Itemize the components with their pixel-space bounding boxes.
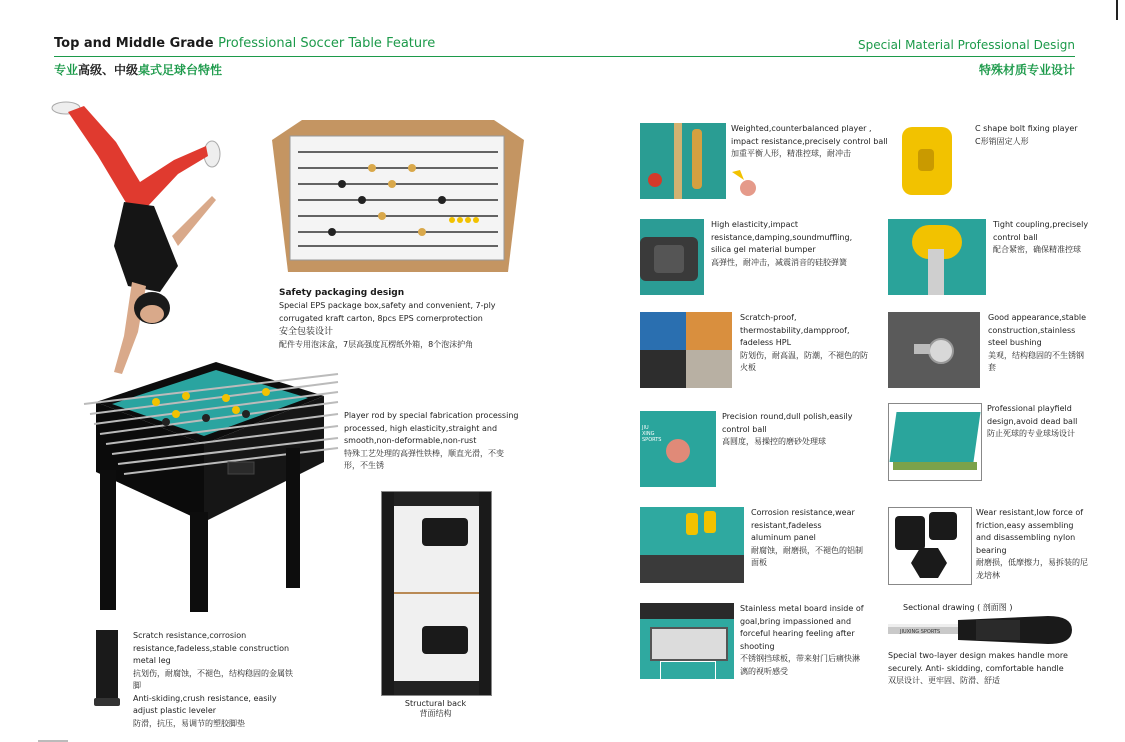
- aluminum-panel-image: [640, 507, 744, 583]
- feature-en: Corrosion resistance,wear resistant,fadeless aluminum panel: [751, 508, 855, 542]
- feature-cn: 美观，结构稳固的不生锈钢套: [988, 350, 1084, 372]
- right-title: Special Material Professional Design: [858, 38, 1075, 52]
- chinese-subtitle: [54, 61, 222, 78]
- feature-precision-ball: [722, 411, 862, 449]
- back-en: Structural back: [404, 699, 467, 708]
- structural-back-image: [381, 491, 492, 696]
- bushing-image: [888, 312, 980, 388]
- feature-en: Stainless metal board inside of goal,bring impassioned and forceful hearing feeling after shooting: [740, 604, 864, 651]
- structural-back-caption: [381, 699, 490, 719]
- feature-cn: 加重平衡人形，精准控球，耐冲击: [731, 149, 851, 158]
- section-cn: ( 剖面图 ): [977, 603, 1013, 612]
- playfield-image: [888, 403, 982, 481]
- feature-cn: 防止死球的专业球场设计: [987, 429, 1075, 438]
- hpl-surface-image: [640, 312, 732, 388]
- feature-en: Precision round,dull polish,easily control ball: [722, 412, 853, 434]
- goal-board-image: [640, 603, 734, 679]
- bumper-image: [640, 219, 704, 295]
- page-title: [54, 36, 435, 51]
- back-cn: 背面结构: [419, 709, 452, 718]
- foosball-table-image: [76, 352, 344, 618]
- feature-goal-board: [740, 603, 865, 678]
- packaging-cn-title: 安全包装设计: [279, 327, 334, 337]
- leg-en1: Scratch resistance,corrosion resistance,fadeless,stable construction metal leg: [133, 631, 290, 665]
- feature-cn: 防划伤，耐高温，防潮，不褪色的防火板: [740, 350, 868, 372]
- feature-cn: 耐腐蚀，耐磨损，不褪色的铝制面板: [751, 545, 863, 567]
- rod-en: Player rod by special fabrication processing processed, high elasticity,straight and smooth,non-deformable,non-rust: [344, 411, 519, 445]
- feature-cn: 配合紧密，确保精准控球: [993, 245, 1081, 254]
- feature-en: Weighted,counterbalanced player , impact resistance,precisely control ball: [731, 124, 888, 146]
- weighted-player-image: [640, 123, 726, 199]
- leg-cn1: 抗划伤，耐腐蚀，不褪色，结构稳固的金属铁脚: [133, 668, 293, 690]
- feature-nylon-bearing: [976, 507, 1088, 582]
- metal-leg-image: [92, 630, 126, 708]
- feature-en: Professional playfield design,avoid dead ball: [987, 404, 1078, 426]
- header-divider: [54, 56, 1075, 57]
- leg-cn2: 防滑，抗压，易调节的塑胶脚垫: [133, 718, 245, 728]
- feature-c-shape-bolt: [975, 123, 1080, 148]
- feature-cn: 高圆度，易操控的磨砂处理球: [722, 437, 826, 446]
- handle-image: [888, 612, 1076, 648]
- packaging-box-image: [272, 120, 524, 276]
- handle-description: [888, 650, 1100, 688]
- rod-cn: 特殊工艺处理的高弹性铁棒，顺直光滑，不变形，不生锈: [344, 448, 504, 470]
- title-green: Professional Soccer Table Feature: [218, 36, 436, 51]
- feature-playfield: [987, 403, 1087, 441]
- cn-subtitle-green2: 桌式足球台特性: [138, 63, 223, 77]
- handstand-player-image: [28, 96, 228, 376]
- cn-subtitle-black: 高级、中级: [78, 63, 139, 77]
- chinese-right-title: 特殊材质专业设计: [978, 63, 1075, 77]
- ball-drop-icon: [728, 166, 760, 198]
- handle-en: Special two-layer design makes handle more securely. Anti- skidding, comfortable handle: [888, 651, 1068, 673]
- feature-cn: 不锈钢挡球板，带来射门后痛快淋漓的视听感受: [740, 654, 860, 676]
- feature-aluminum-panel: [751, 507, 863, 570]
- title-black: Top and Middle Grade: [54, 36, 214, 51]
- feature-cn: 高弹性，耐冲击，减震消音的硅胶弹簧: [711, 257, 847, 267]
- coupling-image: [888, 219, 986, 295]
- feature-en: Scratch-proof, thermostability,dampproof, fadeless HPL: [740, 313, 850, 347]
- packaging-cn: 配件专用泡沫盒，7层高强度瓦楞纸外箱，8个泡沫护角: [279, 340, 474, 349]
- precision-ball-image: [640, 411, 716, 487]
- feature-bumper: [711, 219, 861, 269]
- feature-bushing: [988, 312, 1088, 375]
- leg-en2: Anti-skiding,crush resistance, easily adjust plastic leveler: [133, 693, 277, 715]
- player-rod-description: [344, 410, 519, 473]
- feature-coupling: [993, 219, 1089, 257]
- leg-description: [133, 630, 293, 730]
- handle-brand-text: JIUXING SPORTS: [900, 629, 941, 635]
- feature-en: Tight coupling,precisely control ball: [993, 220, 1089, 242]
- feature-hpl: [740, 312, 868, 375]
- feature-en: C shape bolt fixing player: [975, 124, 1078, 133]
- feature-cn: C形销固定人形: [975, 136, 1029, 146]
- feature-en: Wear resistant,low force of friction,easy assembling and disassembling nylon bearing: [976, 508, 1084, 555]
- packaging-en: Special EPS package box,safety and convenient, 7-ply corrugated kraft carton, 8pcs EPS cornerprotection: [279, 301, 496, 323]
- feature-cn: 耐磨损，低摩擦力，易拆装的尼龙培林: [976, 558, 1088, 580]
- packaging-title: Safety packaging design: [279, 288, 405, 298]
- feature-en: High elasticity,impact resistance,damping,soundmuffling, silica gel material bumper: [711, 220, 853, 254]
- ball-brand-text: JIU XING SPORTS: [642, 425, 662, 443]
- cn-subtitle-green1: 专业: [54, 63, 79, 77]
- c-shape-bolt-image: [888, 123, 968, 199]
- nylon-bearing-image: [888, 507, 972, 585]
- packaging-description: [279, 286, 509, 352]
- section-en: Sectional drawing: [903, 603, 975, 612]
- feature-weighted: [731, 123, 891, 161]
- feature-en: Good appearance,stable construction,stainless steel bushing: [988, 313, 1087, 347]
- corner-mark: [1116, 0, 1118, 20]
- handle-cn: 双层设计、更牢固、防滑、舒适: [888, 676, 1000, 685]
